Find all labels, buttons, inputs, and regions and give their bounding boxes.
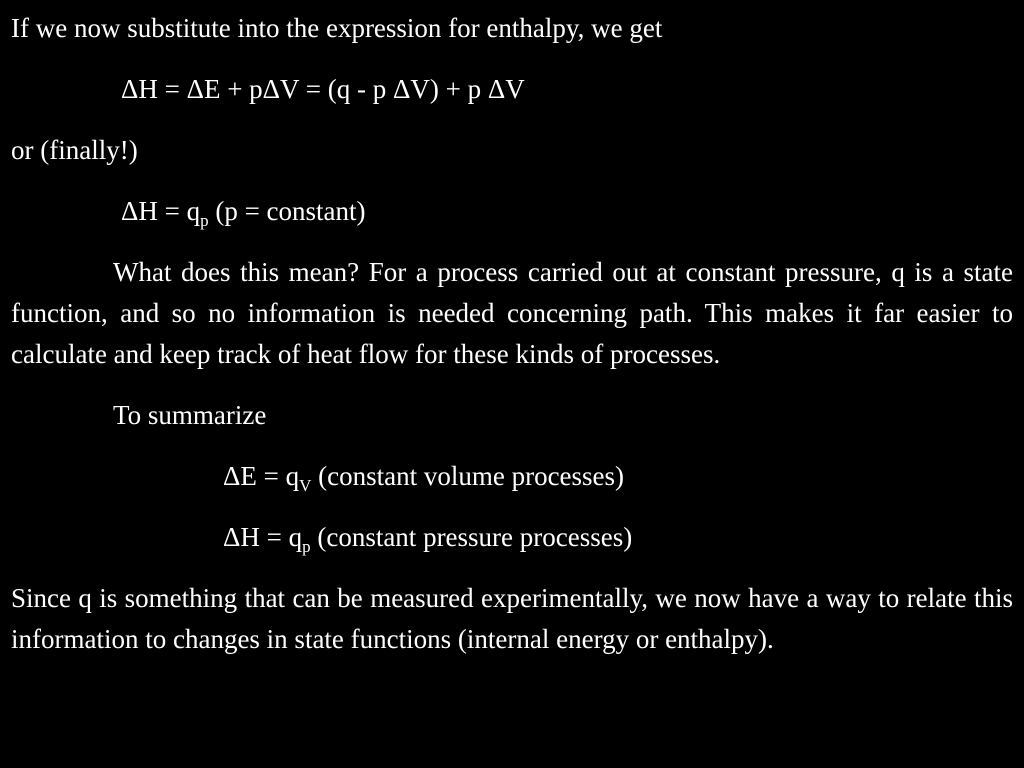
enthalpy-equation-subscript: p (200, 211, 209, 230)
enthalpy-equation-main: ΔH = q (121, 196, 201, 226)
summary-enthalpy-main: ΔH = q (223, 522, 303, 552)
summary-enthalpy-condition: (constant pressure processes) (310, 522, 633, 552)
summary-energy-condition: (constant volume processes) (311, 461, 625, 491)
summary-enthalpy-equation (11, 517, 1013, 558)
summary-energy-subscript: V (299, 476, 312, 495)
to-summarize-text: To summarize (113, 400, 267, 430)
intro-text: If we now substitute into the expression for enthalpy, we get (11, 13, 663, 43)
substitution-equation: ΔH = ΔE + pΔV = (q - p ΔV) + p ΔV (121, 74, 525, 104)
enthalpy-equation (11, 191, 1013, 232)
summary-energy-main: ΔE = q (223, 461, 300, 491)
enthalpy-equation-condition: (p = constant) (208, 196, 366, 226)
conclusion-paragraph: Since q is something that can be measured experimentally, we now have a way to relate this information to changes in state functions (internal energy or enthalpy). (11, 583, 1013, 654)
or-finally-text: or (finally!) (11, 135, 138, 165)
summary-energy-equation (11, 456, 1013, 497)
meaning-paragraph: What does this mean? For a process carried out at constant pressure, q is a state function, and so no information is needed concerning path. This makes it far easier to calculate and keep track of heat flow for these kinds of processes. (11, 257, 1013, 369)
summary-enthalpy-subscript: p (302, 537, 311, 556)
